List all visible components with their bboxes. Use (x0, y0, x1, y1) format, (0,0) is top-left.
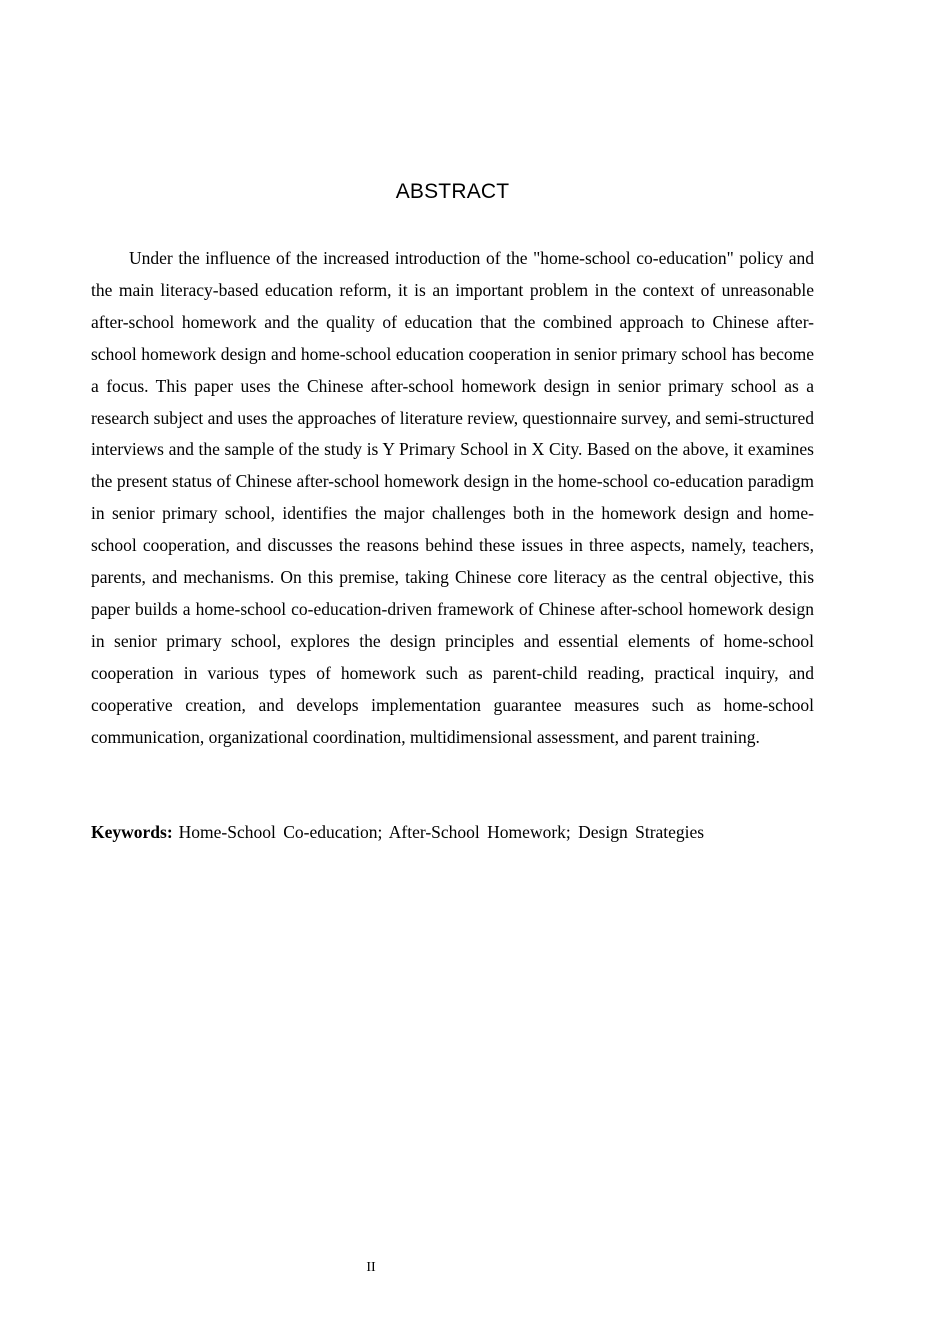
abstract-title: ABSTRACT (395, 180, 510, 203)
keywords-line (91, 817, 831, 847)
abstract-body: Under the influence of the increased introduction of the "home-school co-education" policy and the main literacy-based education reform, it is an important problem in the context of unreasonable after-school homework and the quality of education that the combined approach to Chinese after-school homework design and home-school education cooperation in senior primary school has become a focus. This paper uses the Chinese after-school homework design in senior primary school as a research subject and uses the approaches of literature review, questionnaire survey, and semi-structured interviews and the sample of the study is Y Primary School in X City. Based on the above, it examines the present status of Chinese after-school homework design in the home-school co-education paradigm in senior primary school, identifies the major challenges both in the homework design and home-school cooperation, and discusses the reasons behind these issues in three aspects, namely, teachers, parents, and mechanisms. On this premise, taking Chinese core literacy as the central objective, this paper builds a home-school co-education-driven framework of Chinese after-school homework design in senior primary school, explores the design principles and essential elements of home-school cooperation in various types of homework such as parent-child reading, practical inquiry, and cooperative creation, and develops implementation guarantee measures such as home-school communication, organizational coordination, multidimensional assessment, and parent training. (91, 248, 814, 747)
page-number: II (366, 1260, 376, 1275)
keywords-text: Home-School Co-education; After-School Homework; Design Strategies (178, 822, 705, 842)
keywords-label: Keywords: (91, 822, 173, 842)
